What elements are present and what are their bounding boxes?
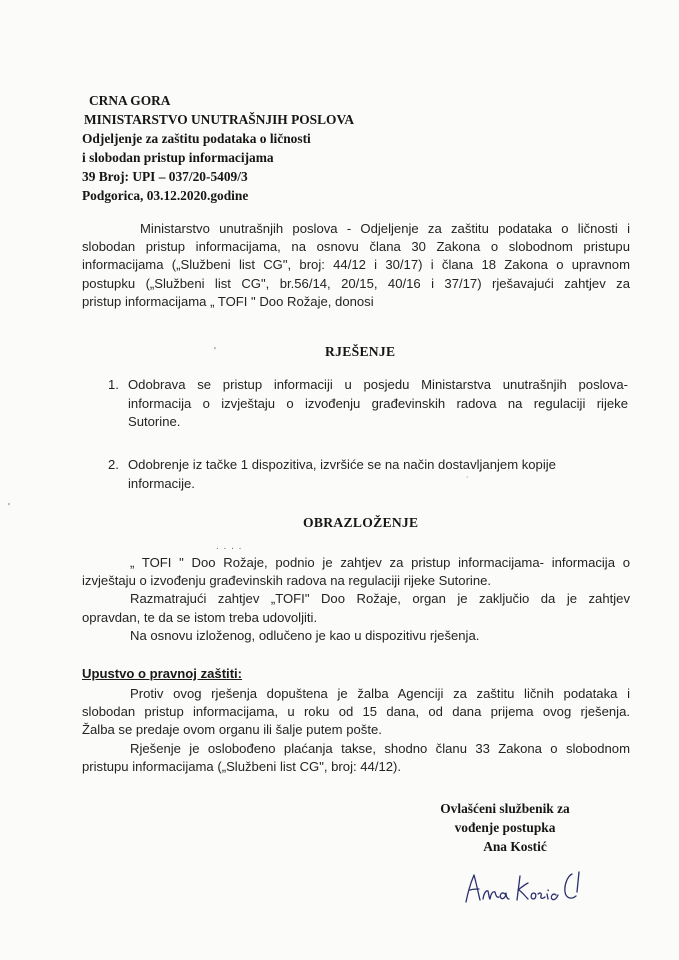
department-name: Odjeljenje za zaštitu podataka o ličnosti — [82, 131, 311, 146]
place-and-date: Podgorica, 03.12.2020.godine — [82, 188, 249, 203]
reasoning-paragraph — [82, 554, 630, 645]
intro-paragraph — [82, 220, 630, 311]
scan-speck: ' — [8, 502, 10, 513]
intro-line: postupku („Službeni list CG", br.56/14, 20/15, 40/16 i 37/17) rješavajući zahtjev za — [82, 275, 630, 291]
item-line: informacije. — [128, 475, 195, 491]
item-number: 1. — [108, 377, 119, 392]
handwritten-signature — [462, 866, 592, 910]
country-name: CRNA GORA — [89, 93, 171, 108]
intro-line: pristup informacijama „ TOFI " Doo Rožaje, donosi — [82, 293, 374, 309]
decision-item — [108, 376, 628, 432]
reasoning-line: Razmatrajući zahtjev „TOFI" Doo Rožaje, organ je zaključio da je zahtjev — [130, 591, 630, 607]
item-line: Sutorine. — [128, 414, 181, 429]
legal-remedy-heading: Upustvo o pravnoj zaštiti: — [82, 666, 243, 681]
signature-block — [405, 799, 605, 856]
signatory-title: Ovlašćeni službenik za — [440, 801, 570, 816]
scan-speck: ˙ — [466, 476, 470, 487]
intro-line: Ministarstvo unutrašnjih poslova - Odjeljenje za zaštitu podataka o ličnosti i — [140, 221, 630, 236]
item-line: Odobrava se pristup informaciji u posjedu Ministarstva unutrašnjih poslova- — [128, 377, 628, 392]
reasoning-line: izvještaju o izvođenju građevinskih radova na regulaciji rijeke Sutorine. — [82, 573, 492, 589]
intro-line: slobodan pristup informacijama, na osnovu člana 30 Zakona o slobodnom pristupu — [82, 239, 630, 255]
department-name-cont: i slobodan pristup informacijama — [82, 150, 274, 165]
reasoning-line: Na osnovu izloženog, odlučeno je kao u dispozitivu rješenja. — [130, 627, 480, 643]
scan-speck: . . . . — [216, 541, 243, 552]
reference-number: 39 Broj: UPI – 037/20-5409/3 — [82, 169, 248, 184]
item-number: 2. — [108, 457, 119, 472]
reasoning-line: opravdan, te da se istom treba udovoljiti. — [82, 609, 318, 625]
legal-line: slobodan pristup informacijama, u roku od 15 dana, od dana prijema ovog rješenja. — [82, 704, 630, 720]
signatory-name: Ana Kostić — [483, 839, 547, 854]
legal-line: Rješenje je oslobođeno plaćanja takse, shodno članu 33 Zakona o slobodnom — [130, 740, 630, 756]
legal-remedy-paragraph — [82, 685, 630, 776]
decision-heading: RJEŠENJE — [325, 344, 396, 359]
item-line: Odobrenje iz tačke 1 dispozitiva, izvršiće se na način dostavljanjem kopije — [128, 457, 556, 472]
ministry-name: MINISTARSTVO UNUTRAŠNJIH POSLOVA — [84, 112, 355, 127]
reasoning-line: „ TOFI " Doo Rožaje, podnio je zahtjev za pristup informacijama- informacija o — [130, 555, 630, 570]
legal-line: Protiv ovog rješenja dopuštena je žalba Agenciji za zaštitu ličnih podataka i — [130, 686, 630, 701]
legal-line: Žalba se predaje ovom organu ili šalje putem pošte. — [82, 722, 382, 738]
signatory-role: vođenje postupka — [454, 820, 556, 835]
reasoning-heading: OBRAZLOŽENJE — [303, 515, 419, 530]
item-line: informacija o izvještaju o izvođenju građevinskih radova na regulaciji rijeke — [128, 395, 628, 411]
letterhead — [82, 91, 354, 205]
intro-line: informacijama („Službeni list CG", broj: 44/12 i 30/17) i člana 18 Zakona o upravnom — [82, 257, 630, 273]
legal-line: pristupu informacijama („Službeni list CG", broj: 44/12). — [82, 758, 402, 774]
scan-speck: ' — [214, 346, 216, 357]
decision-item — [108, 456, 628, 493]
